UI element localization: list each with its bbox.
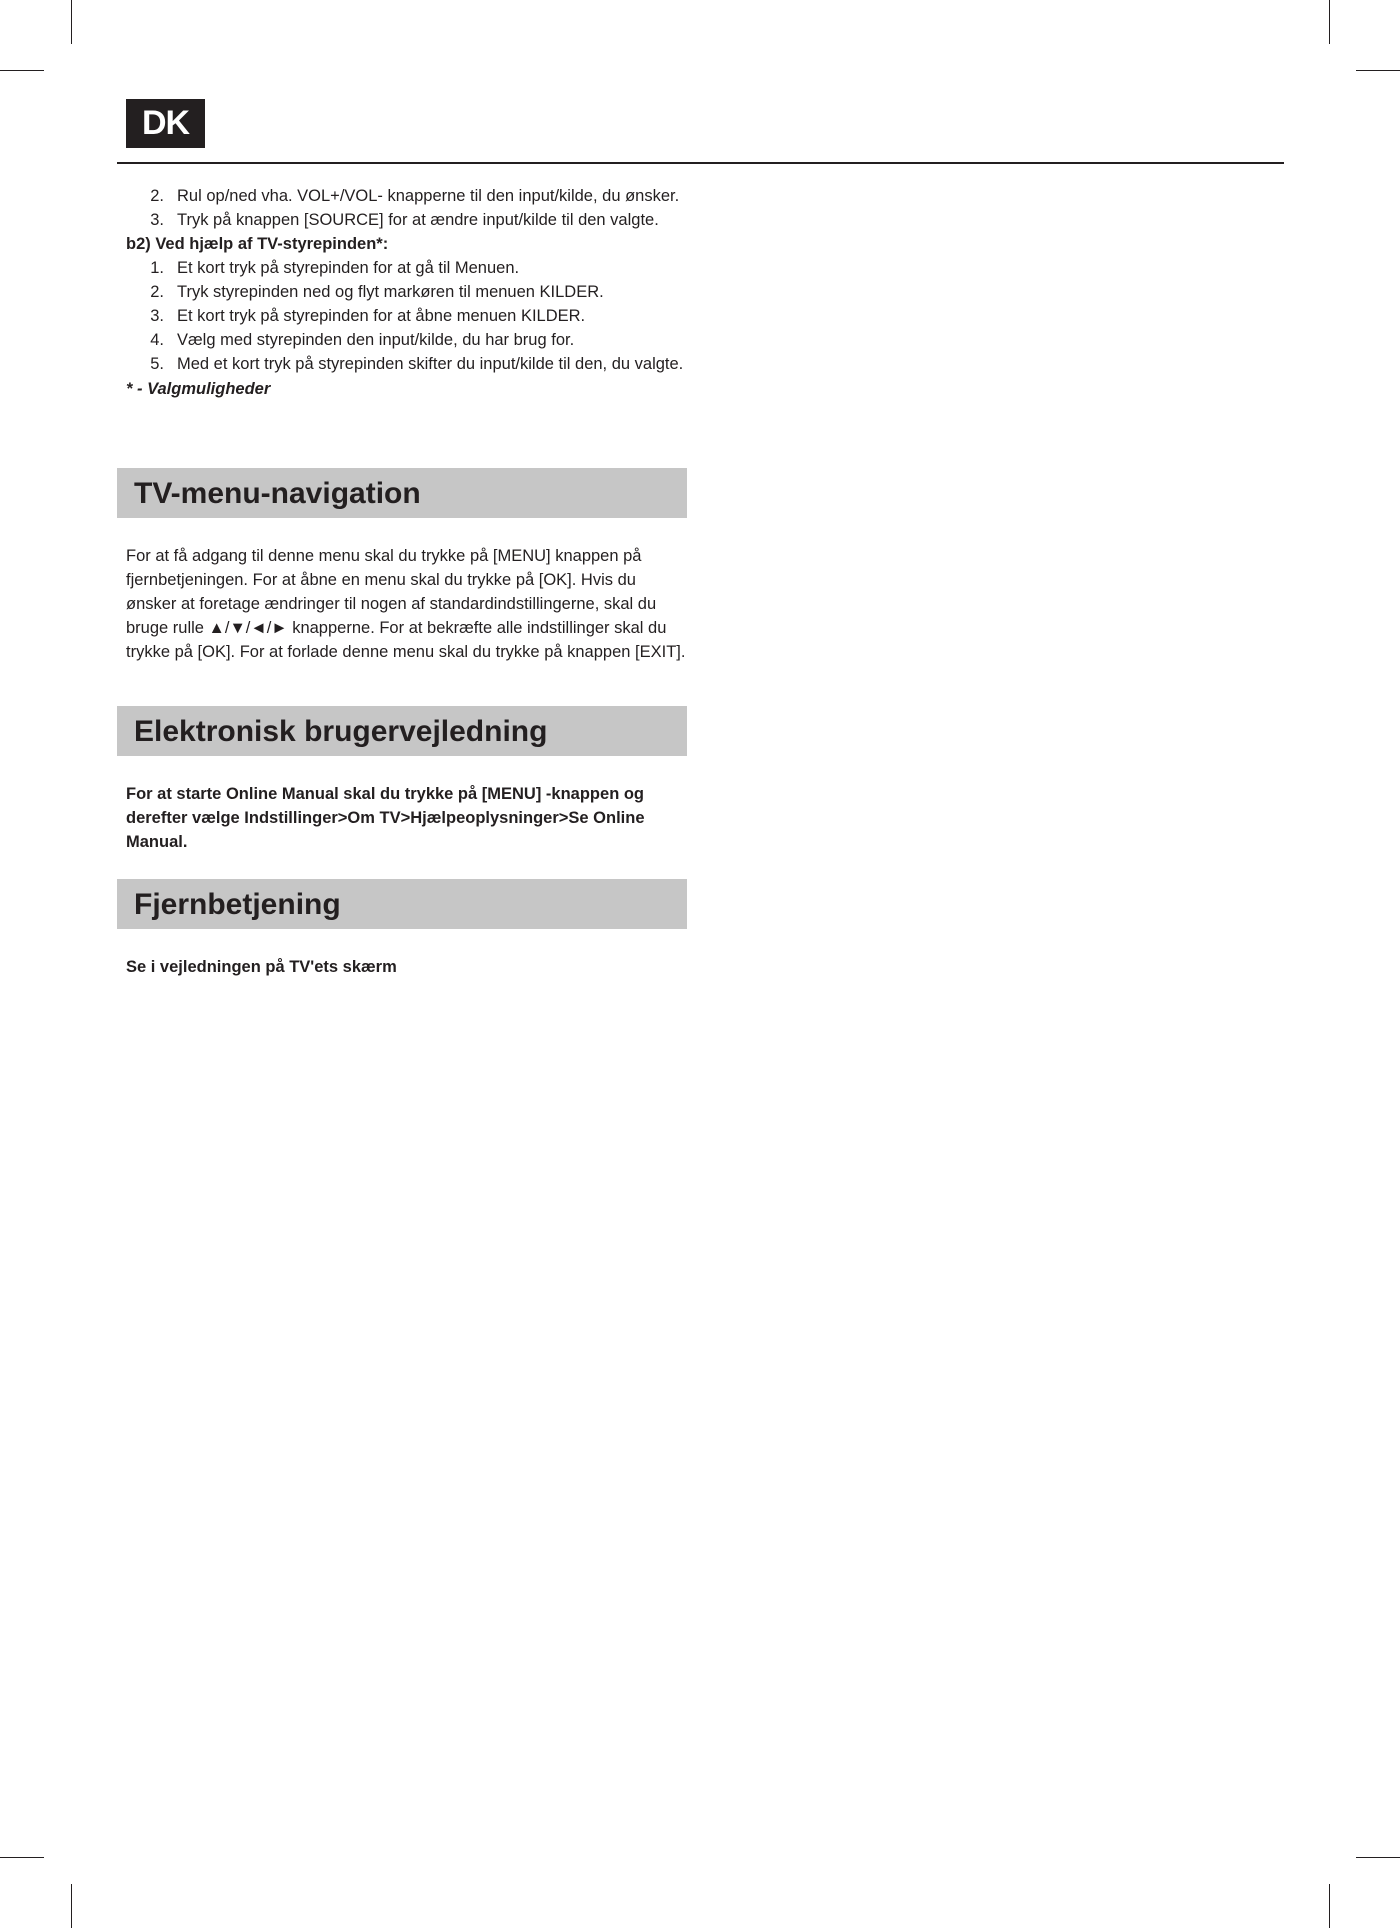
crop-mark xyxy=(1356,70,1400,71)
list-item: 3. Et kort tryk på styrepinden for at åbne menuen KILDER. xyxy=(150,307,586,325)
language-badge: DK xyxy=(126,99,205,148)
section-title: TV-menu-navigation xyxy=(134,477,421,510)
list-item: 4. Vælg med styrepinden den input/kilde, du har brug for. xyxy=(150,331,575,349)
e-manual-text: For at starte Online Manual skal du trykke på [MENU] -knappen og derefter vælge Indstillinger>Om TV>Hjælpeoplysninger>Se Online Manual. xyxy=(126,785,645,851)
options-footnote: * - Valgmuligheder xyxy=(126,380,271,398)
crop-mark xyxy=(0,70,44,71)
crop-mark xyxy=(1329,1884,1330,1928)
crop-mark xyxy=(0,1857,44,1858)
section-title: Fjernbetjening xyxy=(134,888,341,921)
section-title: Elektronisk brugervejledning xyxy=(134,715,548,748)
source-steps-list xyxy=(126,184,686,232)
instructions-block xyxy=(126,184,686,401)
list-item: 5. Med et kort tryk på styrepinden skifter du input/kilde til den, du valgte. xyxy=(150,355,684,373)
crop-mark xyxy=(1329,0,1330,44)
crop-mark xyxy=(1356,1857,1400,1858)
remote-text: Se i vejledningen på TV'ets skærm xyxy=(126,958,397,976)
list-item: 2. Tryk styrepinden ned og flyt markøren til menuen KILDER. xyxy=(150,283,604,301)
menu-navigation-text: For at få adgang til denne menu skal du trykke på [MENU] knappen på fjernbetjeningen. For at åbne en menu skal du trykke på [OK]. Hvis du ønsker at foretage ændringer til nogen af standardindstillingerne, skal du bruge rulle ▲/▼/◄/► knapperne. For at bekræfte alle indstillinger skal du trykke på [OK]. For at forlade denne menu skal du trykke på knappen [EXIT]. xyxy=(126,547,686,661)
section-header-e-manual xyxy=(117,706,687,756)
b2-heading: b2) Ved hjælp af TV-styrepinden*: xyxy=(126,235,389,253)
section-header-remote xyxy=(117,879,687,929)
list-item: 2. Rul op/ned vha. VOL+/VOL- knapperne til den input/kilde, du ønsker. xyxy=(150,187,680,205)
crop-mark xyxy=(71,1884,72,1928)
list-item: 3. Tryk på knappen [SOURCE] for at ændre input/kilde til den valgte. xyxy=(150,211,659,229)
header-rule xyxy=(117,162,1284,164)
crop-mark xyxy=(71,0,72,44)
list-item: 1. Et kort tryk på styrepinden for at gå til Menuen. xyxy=(150,259,520,277)
joystick-steps-list xyxy=(126,256,686,376)
section-header-menu-navigation xyxy=(117,468,687,518)
